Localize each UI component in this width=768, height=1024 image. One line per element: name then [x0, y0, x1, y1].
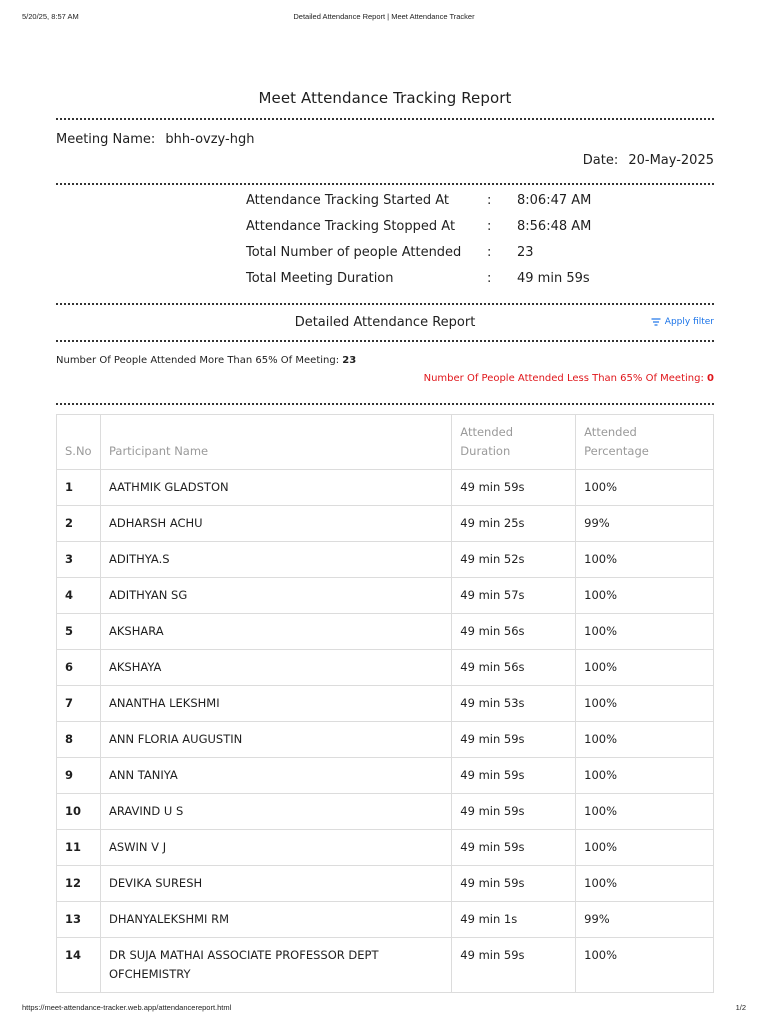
stat-colon: : [487, 271, 492, 286]
cell-percent: 100% [576, 794, 714, 830]
cell-duration: 49 min 53s [452, 686, 576, 722]
cell-name: ANANTHA LEKSHMI [100, 686, 451, 722]
cell-duration: 49 min 59s [452, 866, 576, 902]
header-attended-duration [452, 415, 576, 470]
cell-name-line1: DR SUJA MATHAI ASSOCIATE PROFESSOR DEPT [108, 948, 379, 962]
stat-value: 23 [517, 245, 534, 260]
divider [56, 403, 714, 405]
apply-filter-button[interactable] [651, 317, 714, 327]
cell-percent: 100% [576, 542, 714, 578]
header-percent-line1: Attended [584, 425, 637, 439]
cell-name: AATHMIK GLADSTON [100, 470, 451, 506]
cell-name: ADHARSH ACHU [100, 506, 451, 542]
more-than-value: 23 [342, 355, 357, 366]
cell-percent: 100% [576, 758, 714, 794]
cell-percent: 100% [576, 866, 714, 902]
cell-duration: 49 min 25s [452, 506, 576, 542]
stat-label: Attendance Tracking Started At [246, 193, 449, 208]
cell-sno: 11 [57, 830, 101, 866]
attendance-table [56, 414, 714, 993]
cell-name: DEVIKA SURESH [100, 866, 451, 902]
cell-percent: 100% [576, 938, 714, 993]
table-row [57, 722, 714, 758]
print-page-number: 1/2 [735, 1003, 746, 1012]
cell-sno: 8 [57, 722, 101, 758]
table-row [57, 506, 714, 542]
table-row [57, 470, 714, 506]
stat-label: Total Number of people Attended [246, 245, 462, 260]
meeting-name-row [56, 132, 254, 147]
header-participant-name: Participant Name [100, 415, 451, 470]
cell-duration: 49 min 56s [452, 614, 576, 650]
stat-colon: : [487, 245, 492, 260]
cell-percent: 100% [576, 830, 714, 866]
print-url: https://meet-attendance-tracker.web.app/attendancereport.html [22, 1003, 232, 1012]
section-title: Detailed Attendance Report [294, 315, 476, 330]
stat-label: Attendance Tracking Stopped At [246, 219, 456, 234]
report-title: Meet Attendance Tracking Report [258, 89, 512, 107]
table-row [57, 578, 714, 614]
print-footer [22, 1003, 746, 1015]
header-percent-line2: Percentage [584, 444, 649, 458]
meeting-name-value: bhh-ovzy-hgh [165, 132, 255, 147]
cell-sno: 14 [57, 938, 101, 993]
cell-duration: 49 min 1s [452, 902, 576, 938]
divider [56, 183, 714, 185]
cell-duration: 49 min 59s [452, 722, 576, 758]
cell-sno: 7 [57, 686, 101, 722]
table-row [57, 866, 714, 902]
cell-name: ANN TANIYA [100, 758, 451, 794]
divider [56, 340, 714, 342]
less-than-65-summary [424, 373, 714, 384]
header-duration-line1: Attended [460, 425, 514, 439]
cell-name: ANN FLORIA AUGUSTIN [100, 722, 451, 758]
cell-sno: 3 [57, 542, 101, 578]
cell-duration: 49 min 59s [452, 830, 576, 866]
more-than-label: Number Of People Attended More Than 65% Of Meeting: [56, 355, 340, 366]
divider [56, 303, 714, 305]
divider [56, 118, 714, 120]
date-label: Date: [582, 153, 619, 168]
table-row [57, 650, 714, 686]
cell-duration: 49 min 59s [452, 938, 576, 993]
cell-sno: 4 [57, 578, 101, 614]
table-row [57, 902, 714, 938]
header-sno: S.No [57, 415, 101, 470]
cell-percent: 99% [576, 506, 714, 542]
stat-total-duration [246, 271, 646, 297]
cell-duration: 49 min 57s [452, 578, 576, 614]
cell-sno: 10 [57, 794, 101, 830]
date-row [583, 153, 714, 168]
cell-name: AKSHARA [100, 614, 451, 650]
cell-duration: 49 min 52s [452, 542, 576, 578]
meeting-name-label: Meeting Name: [56, 132, 156, 147]
cell-name: ARAVIND U S [100, 794, 451, 830]
print-header [22, 12, 746, 24]
cell-name: ASWIN V J [100, 830, 451, 866]
cell-name: ADITHYAN SG [100, 578, 451, 614]
cell-duration: 49 min 59s [452, 470, 576, 506]
header-attended-percentage [576, 415, 714, 470]
cell-name-line2: OFCHEMISTRY [108, 967, 191, 981]
cell-percent: 100% [576, 686, 714, 722]
cell-name: DHANYALEKSHMI RM [100, 902, 451, 938]
table-header-row [57, 415, 714, 470]
cell-sno: 5 [57, 614, 101, 650]
cell-percent: 100% [576, 650, 714, 686]
table-row [57, 686, 714, 722]
stat-value: 8:56:48 AM [517, 219, 592, 234]
stats-block [246, 193, 646, 297]
stat-value: 8:06:47 AM [517, 193, 592, 208]
table-row [57, 794, 714, 830]
cell-sno: 12 [57, 866, 101, 902]
less-than-value: 0 [707, 373, 714, 384]
header-duration-line2: Duration [460, 444, 511, 458]
cell-percent: 100% [576, 614, 714, 650]
cell-duration: 49 min 59s [452, 758, 576, 794]
cell-name [100, 938, 451, 993]
cell-duration: 49 min 59s [452, 794, 576, 830]
cell-sno: 6 [57, 650, 101, 686]
stat-colon: : [487, 219, 492, 234]
date-value: 20-May-2025 [628, 153, 714, 168]
cell-percent: 100% [576, 578, 714, 614]
cell-sno: 9 [57, 758, 101, 794]
more-than-65-summary [56, 355, 356, 366]
cell-name: AKSHAYA [100, 650, 451, 686]
stat-value: 49 min 59s [517, 271, 590, 286]
table-row [57, 758, 714, 794]
cell-duration: 49 min 56s [452, 650, 576, 686]
cell-percent: 100% [576, 470, 714, 506]
table-row [57, 938, 714, 993]
stat-label: Total Meeting Duration [246, 271, 394, 286]
apply-filter-label: Apply filter [664, 317, 714, 327]
table-row [57, 830, 714, 866]
cell-percent: 99% [576, 902, 714, 938]
stat-colon: : [487, 193, 492, 208]
cell-sno: 2 [57, 506, 101, 542]
stat-stopped-at [246, 219, 646, 245]
cell-percent: 100% [576, 722, 714, 758]
print-page-title: Detailed Attendance Report | Meet Attendance Tracker [293, 12, 475, 21]
stat-total-people [246, 245, 646, 271]
stat-started-at [246, 193, 646, 219]
filter-icon [651, 318, 661, 326]
print-datetime: 5/20/25, 8:57 AM [22, 12, 79, 21]
less-than-label: Number Of People Attended Less Than 65% Of Meeting: [423, 373, 704, 384]
table-row [57, 614, 714, 650]
cell-sno: 13 [57, 902, 101, 938]
cell-sno: 1 [57, 470, 101, 506]
table-row [57, 542, 714, 578]
cell-name: ADITHYA.S [100, 542, 451, 578]
